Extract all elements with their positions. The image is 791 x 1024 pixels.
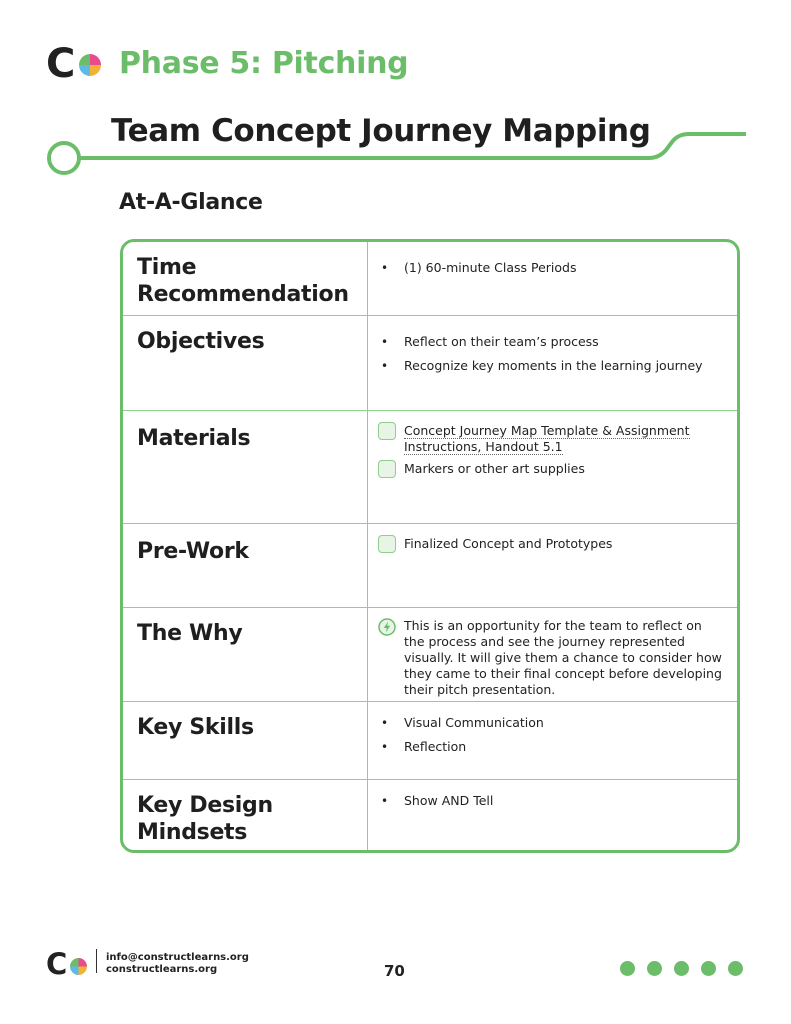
bullet-item: • Visual Communication <box>378 715 723 731</box>
row-content <box>378 423 723 487</box>
row-content <box>378 334 723 382</box>
construct-logo <box>46 41 102 87</box>
table-row-materials <box>123 411 737 524</box>
checklist-item <box>378 423 723 455</box>
footer-dot <box>620 961 635 976</box>
logo-letter: C <box>46 947 68 981</box>
logo-letter: C <box>46 41 76 87</box>
logo-color-wheel-icon <box>79 54 101 76</box>
footer-website-link[interactable]: constructlearns.org <box>106 964 218 975</box>
bullet-item: • (1) 60-minute Class Periods <box>378 260 723 276</box>
column-divider <box>367 411 368 523</box>
why-text: This is an opportunity for the team to reflect on the process and see the journey represented visually. It will give them a chance to consider how they came to their final concept before developing their pitch presentation. <box>404 618 722 697</box>
table-row-time <box>123 242 737 316</box>
checklist-item <box>378 461 723 481</box>
row-label: Objectives <box>137 329 265 354</box>
logo-color-wheel-icon <box>70 958 87 975</box>
checkbox-icon[interactable] <box>378 460 396 478</box>
table-row-objectives <box>123 316 737 411</box>
row-content <box>378 260 723 284</box>
footer-dot <box>674 961 689 976</box>
table-row-the-why <box>123 608 737 702</box>
row-content <box>378 715 723 763</box>
footer-dot <box>647 961 662 976</box>
why-text-block <box>378 618 723 698</box>
checklist-item <box>378 536 723 556</box>
footer-dot <box>728 961 743 976</box>
checklist-label: Markers or other art supplies <box>404 461 585 476</box>
handout-link[interactable]: Concept Journey Map Template & Assignment Instructions, Handout 5.1 <box>404 423 690 454</box>
row-label: Materials <box>137 426 251 451</box>
row-content <box>378 618 723 698</box>
table-row-key-skills <box>123 702 737 780</box>
footer-logo <box>46 947 90 981</box>
footer-contact <box>106 952 249 976</box>
column-divider <box>367 316 368 410</box>
row-content <box>378 793 723 817</box>
row-label: The Why <box>137 621 243 646</box>
section-title: At-A-Glance <box>119 190 263 215</box>
column-divider <box>367 608 368 701</box>
checkbox-icon[interactable] <box>378 422 396 440</box>
table-row-key-design-mindsets <box>123 780 737 853</box>
bullet-item: • Reflection <box>378 739 723 755</box>
column-divider <box>367 702 368 779</box>
bullet-item: • Show AND Tell <box>378 793 723 809</box>
footer-email-link[interactable]: info@constructlearns.org <box>106 952 249 963</box>
row-label: Key Design Mindsets <box>137 793 273 845</box>
table-row-pre-work <box>123 524 737 608</box>
at-a-glance-table <box>120 239 740 853</box>
column-divider <box>367 524 368 607</box>
footer-divider <box>96 949 97 973</box>
footer-dot <box>701 961 716 976</box>
row-content <box>378 536 723 562</box>
page-title: Team Concept Journey Mapping <box>111 113 651 149</box>
checklist-label: Finalized Concept and Prototypes <box>404 536 613 551</box>
column-divider <box>367 780 368 853</box>
row-label: Pre-Work <box>137 539 249 564</box>
bullet-item: • Reflect on their team’s process <box>378 334 723 350</box>
lightning-bolt-icon <box>378 618 396 636</box>
bullet-item: • Recognize key moments in the learning journey <box>378 358 723 374</box>
checkbox-icon[interactable] <box>378 535 396 553</box>
row-label: Key Skills <box>137 715 254 740</box>
phase-title: Phase 5: Pitching <box>119 46 409 81</box>
page-number: 70 <box>384 962 405 980</box>
column-divider <box>367 242 368 315</box>
row-label: Time Recommendation <box>137 255 349 307</box>
